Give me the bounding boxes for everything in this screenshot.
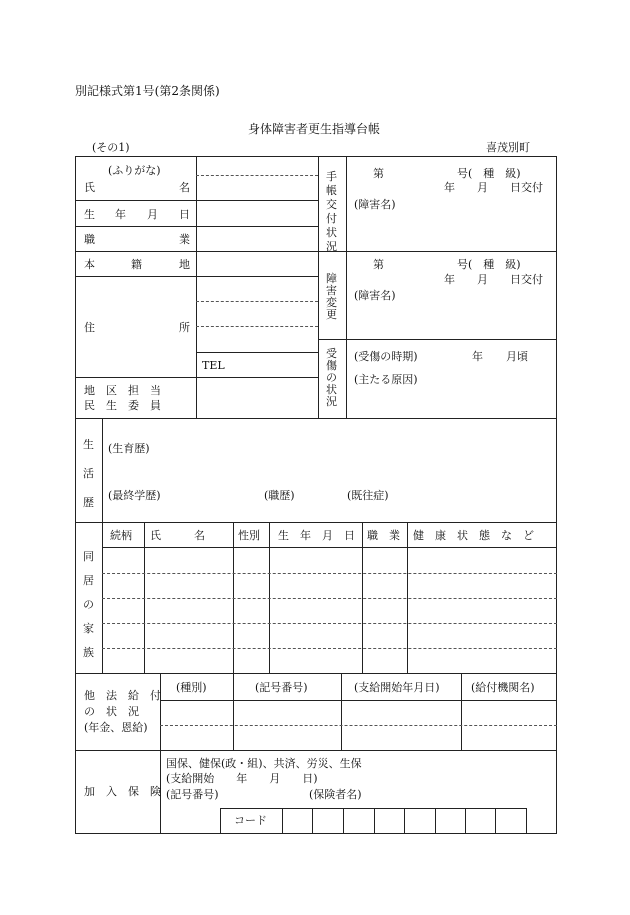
insurance-number-label: (記号番号) [166,788,219,801]
injury-month: 月頃 [506,350,528,363]
form-part: (その1) [92,141,130,154]
dob-label-1: 生 [84,208,95,221]
family-header-occupation: 職 業 [367,529,400,542]
family-header-dob: 生 年 月 日 [278,529,355,542]
family-header-relation: 続柄 [110,529,132,542]
family-header-health: 健 康 状 態 な ど [413,529,534,542]
other-benefits-label-3: (年金、恩給) [84,721,148,734]
other-header-agency: (給付機関名) [471,681,535,694]
handbook-issue-date: 年 月 日交付 [444,181,543,194]
district-label-2: 民 生 委 員 [84,399,161,412]
dob-label-4: 日 [179,208,190,221]
honseki-label-1: 本 [84,258,95,271]
family-header-sex: 性別 [238,529,260,542]
injury-label: 受傷の状況 [326,347,337,408]
other-header-number: (記号番号) [255,681,308,694]
insurance-label: 加 入 保 険 [84,785,161,798]
career-label: (職歴) [264,489,295,502]
district-label-1: 地 区 担 当 [84,384,161,397]
upbringing-label: (生育歴) [108,442,150,455]
occupation-label-2: 業 [179,233,190,246]
change-disability: (障害名) [354,289,396,302]
handbook-number-prefix: 第 [373,167,384,180]
other-header-type: (種別) [176,681,207,694]
address-label-2: 所 [179,321,190,334]
other-benefits-label-2: の 状 況 [84,705,139,718]
education-label: (最終学歴) [108,489,161,502]
injury-year: 年 [472,350,483,363]
insurance-start-date: (支給開始 年 月 日) [166,772,318,785]
honseki-label-2: 籍 [131,258,142,271]
address-label-1: 住 [84,321,95,334]
life-history-label: 生活歴 [83,438,94,509]
name-label-left: 氏 [84,181,95,194]
injury-time-label: (受傷の時期) [354,350,418,363]
form-number: 別記様式第1号(第2条関係) [75,84,220,98]
family-label: 同居の家族 [83,550,94,659]
furigana-label: (ふりがな) [108,164,161,177]
dob-label-2: 年 [115,208,126,221]
dob-label-3: 月 [147,208,158,221]
handbook-disability: (障害名) [354,198,396,211]
change-number-suffix: 号( 種 級) [457,258,521,271]
injury-cause-label: (主たる原因) [354,373,418,386]
other-header-start-date: (支給開始年月日) [354,681,440,694]
code-label: コード [234,814,267,827]
other-benefits-label-1: 他 法 給 付 [84,689,161,702]
change-number-prefix: 第 [373,258,384,271]
occupation-label-1: 職 [84,233,95,246]
insurance-types: 国保、健保(政・組)、共済、労災、生保 [166,757,362,770]
handbook-number-suffix: 号( 種 級) [457,167,521,180]
insurer-name-label: (保険者名) [309,788,362,801]
handbook-label: 手帳交付状況 [326,170,337,253]
family-header-name: 氏 名 [150,529,205,542]
municipality: 喜茂別町 [486,141,530,154]
page-title: 身体障害者更生指導台帳 [248,122,381,136]
honseki-label-3: 地 [179,258,190,271]
change-issue-date: 年 月 日交付 [444,273,543,286]
medical-history-label: (既往症) [347,489,389,502]
change-label: 障害変更 [326,272,337,321]
tel-label: TEL [202,359,225,372]
name-label-right: 名 [179,181,190,194]
